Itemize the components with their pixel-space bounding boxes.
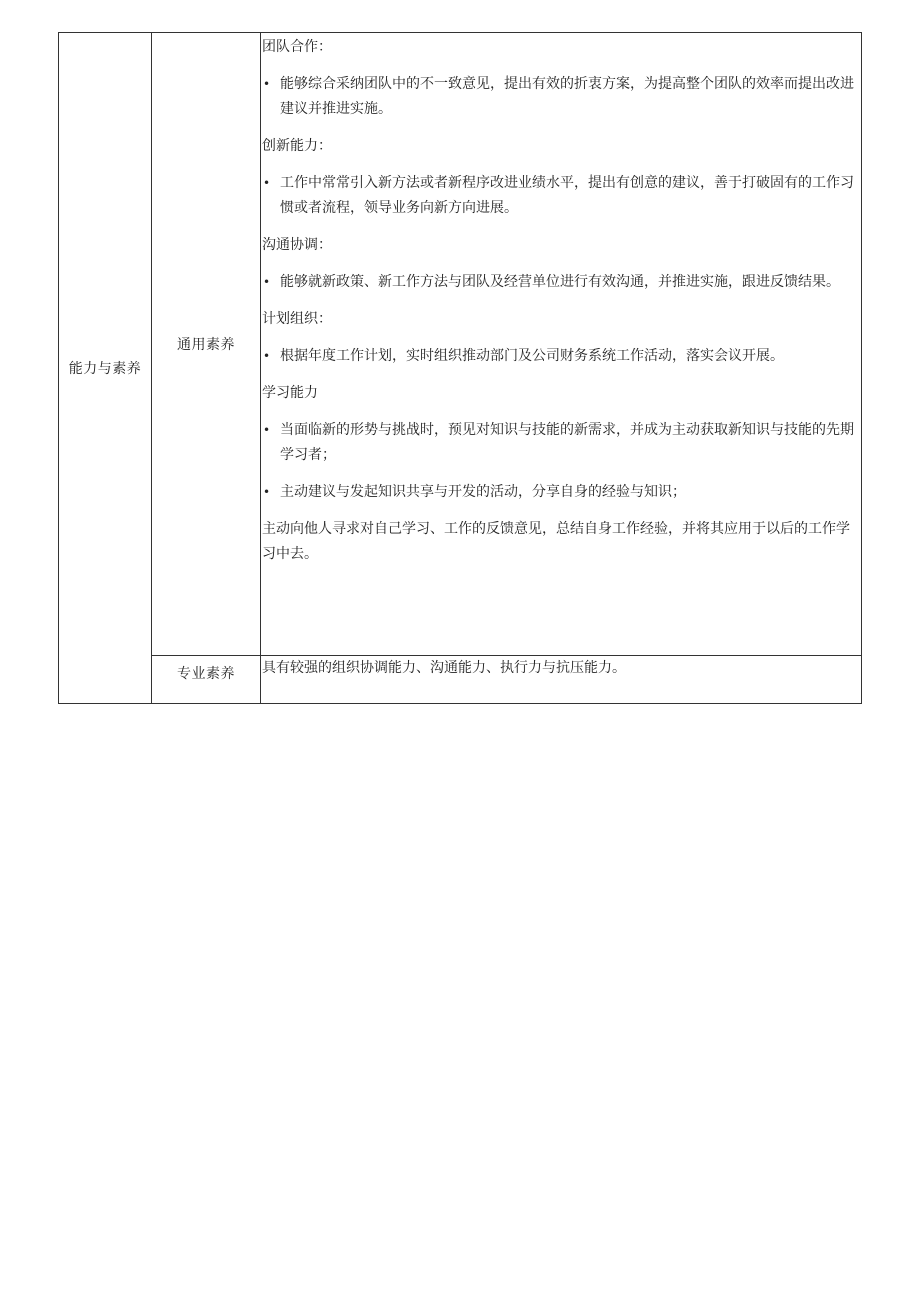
list-item xyxy=(262,418,855,468)
bullet-text: 主动建议与发起知识共享与开发的活动，分享自身的经验与知识； xyxy=(280,484,686,500)
section-title-innovation: 创新能力： xyxy=(262,138,332,154)
bullet-icon: • xyxy=(263,423,271,437)
bullet-icon: • xyxy=(263,176,271,190)
bullet-icon: • xyxy=(263,275,271,289)
bullet-text: 能够就新政策、新工作方法与团队及经营单位进行有效沟通，并推进实施，跟进反馈结果。 xyxy=(280,274,840,290)
bullet-text: 根据年度工作计划，实时组织推动部门及公司财务系统工作活动，落实会议开展。 xyxy=(280,348,784,364)
bullet-text: 能够综合采纳团队中的不一致意见，提出有效的折衷方案，为提高整个团队的效率而提出改进建议并推进实施。 xyxy=(280,76,854,117)
section-title-teamwork: 团队合作： xyxy=(262,39,332,55)
list-item xyxy=(262,72,855,122)
bullet-text: 工作中常常引入新方法或者新程序改进业绩水平，提出有创意的建议，善于打破固有的工作习惯或者流程，领导业务向新方向进展。 xyxy=(280,175,854,216)
list-item xyxy=(262,270,855,295)
section-title-learning: 学习能力 xyxy=(262,385,318,401)
category-label: 能力与素养 xyxy=(68,361,142,377)
professional-quality-content: 具有较强的组织协调能力、沟通能力、执行力与抗压能力。 xyxy=(262,660,626,676)
professional-quality-label: 专业素养 xyxy=(177,666,235,682)
bullet-icon: • xyxy=(263,77,271,91)
bullet-icon: • xyxy=(263,349,271,363)
general-quality-content xyxy=(262,35,855,567)
section-title-communication: 沟通协调： xyxy=(262,237,332,253)
list-item xyxy=(262,344,855,369)
list-item xyxy=(262,480,855,505)
general-quality-label: 通用素养 xyxy=(177,337,235,353)
list-item xyxy=(262,171,855,221)
section-title-planning: 计划组织： xyxy=(262,311,332,327)
column-divider xyxy=(260,33,261,703)
closing-paragraph: 主动向他人寻求对自己学习、工作的反馈意见，总结自身工作经验，并将其应用于以后的工作学习中去。 xyxy=(262,521,850,562)
bullet-icon: • xyxy=(263,485,271,499)
competency-table xyxy=(58,32,862,704)
bullet-text: 当面临新的形势与挑战时，预见对知识与技能的新需求，并成为主动获取新知识与技能的先期学习者； xyxy=(280,422,854,463)
